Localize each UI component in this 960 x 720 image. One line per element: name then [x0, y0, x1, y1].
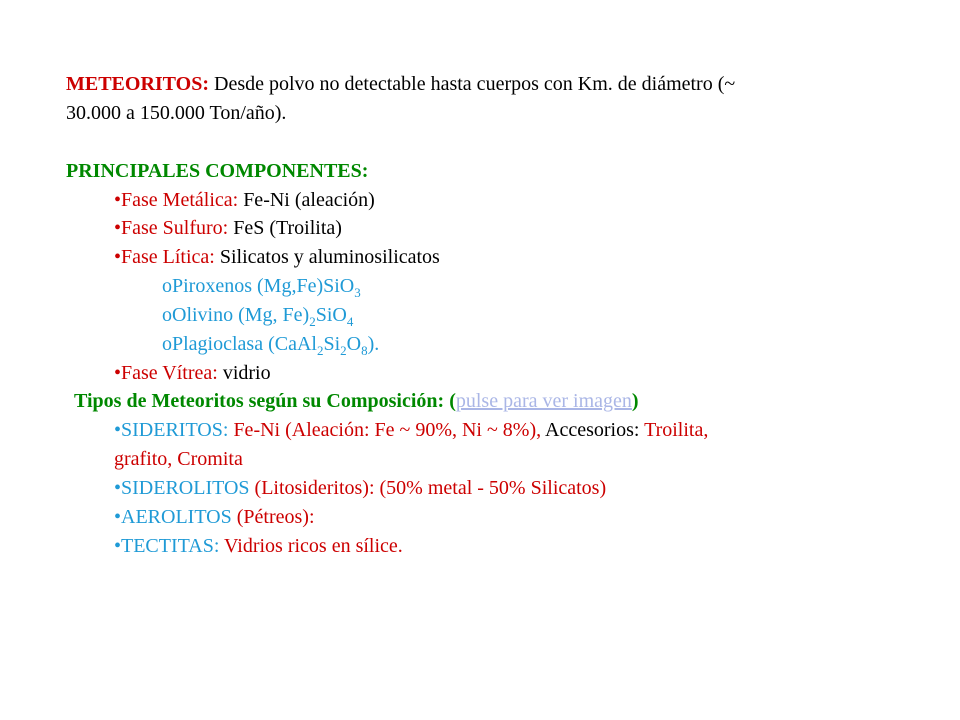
- sideritos-label: •SIDERITOS:: [114, 419, 229, 441]
- mineral-piroxenos: [162, 275, 361, 300]
- mineral-olivino-mid: SiO: [315, 304, 347, 326]
- sideritos-accesorios: Accesorios:: [541, 419, 640, 441]
- siderolitos-value: (Litosideritos): (50% metal - 50% Silicatos): [249, 477, 607, 499]
- aerolitos: [114, 507, 315, 527]
- fase-sulfuro-label: •Fase Sulfuro:: [114, 217, 229, 239]
- fase-litica-label: •Fase Lítica:: [114, 246, 215, 268]
- subscript: 2: [309, 314, 316, 329]
- meteoritos-line-2: 30.000 a 150.000 Ton/año).: [66, 102, 287, 124]
- siderolitos: [114, 478, 606, 498]
- sideritos-line-1: [114, 420, 708, 440]
- subscript: 2: [316, 343, 324, 358]
- fase-metalica-label: •Fase Metálica:: [114, 189, 239, 211]
- tectitas: [114, 536, 403, 556]
- mineral-plagioclasa-name: oPlagioclasa (CaAl: [162, 333, 317, 355]
- subscript: 8: [361, 343, 368, 358]
- fase-vitrea: [114, 363, 271, 383]
- fase-vitrea-value: vidrio: [217, 362, 271, 384]
- aerolitos-label: •AEROLITOS: [114, 506, 232, 528]
- tipos-heading-line: [74, 391, 639, 411]
- sideritos-troilita: Troilita,: [639, 419, 709, 441]
- tipos-heading: Tipos de Meteoritos según su Composición: (: [74, 390, 456, 412]
- mineral-plagioclasa-mid: Si: [323, 333, 341, 355]
- mineral-olivino: [162, 304, 354, 329]
- fase-vitrea-label: •Fase Vítrea:: [114, 362, 218, 384]
- tipos-heading-close: ): [631, 390, 639, 412]
- fase-metalica-value: Fe-Ni (aleación): [238, 189, 375, 211]
- componentes-heading: PRINCIPALES COMPONENTES:: [66, 160, 369, 182]
- meteoritos-line-1: [66, 74, 735, 94]
- mineral-plagioclasa-mid2: O: [346, 333, 362, 355]
- mineral-plagioclasa: [162, 333, 380, 358]
- mineral-olivino-name: oOlivino (Mg, Fe): [162, 304, 310, 326]
- meteoritos-heading: METEORITOS:: [66, 73, 209, 95]
- tectitas-value: Vidrios ricos en sílice.: [219, 535, 403, 557]
- tectitas-label: •TECTITAS:: [114, 535, 220, 557]
- fase-litica: [114, 247, 440, 267]
- sideritos-line-2: grafito, Cromita: [114, 448, 243, 470]
- ver-imagen-link[interactable]: pulse para ver imagen: [455, 390, 632, 412]
- fase-litica-value: Silicatos y aluminosilicatos: [214, 246, 440, 268]
- siderolitos-label: •SIDEROLITOS: [114, 477, 250, 499]
- mineral-piroxenos-name: oPiroxenos (Mg,Fe)SiO: [162, 275, 355, 297]
- subscript: 2: [340, 343, 347, 358]
- subscript: 4: [346, 314, 354, 329]
- meteoritos-text: Desde polvo no detectable hasta cuerpos con Km. de diámetro (~: [209, 73, 736, 95]
- fase-sulfuro: [114, 218, 342, 238]
- sideritos-value: Fe-Ni (Aleación: Fe ~ 90%, Ni ~ 8%),: [228, 419, 542, 441]
- fase-sulfuro-value: FeS (Troilita): [228, 217, 342, 239]
- fase-metalica: [114, 190, 375, 210]
- subscript: 3: [354, 285, 361, 300]
- aerolitos-value: (Pétreos):: [231, 506, 315, 528]
- mineral-plagioclasa-rest: ).: [367, 333, 380, 355]
